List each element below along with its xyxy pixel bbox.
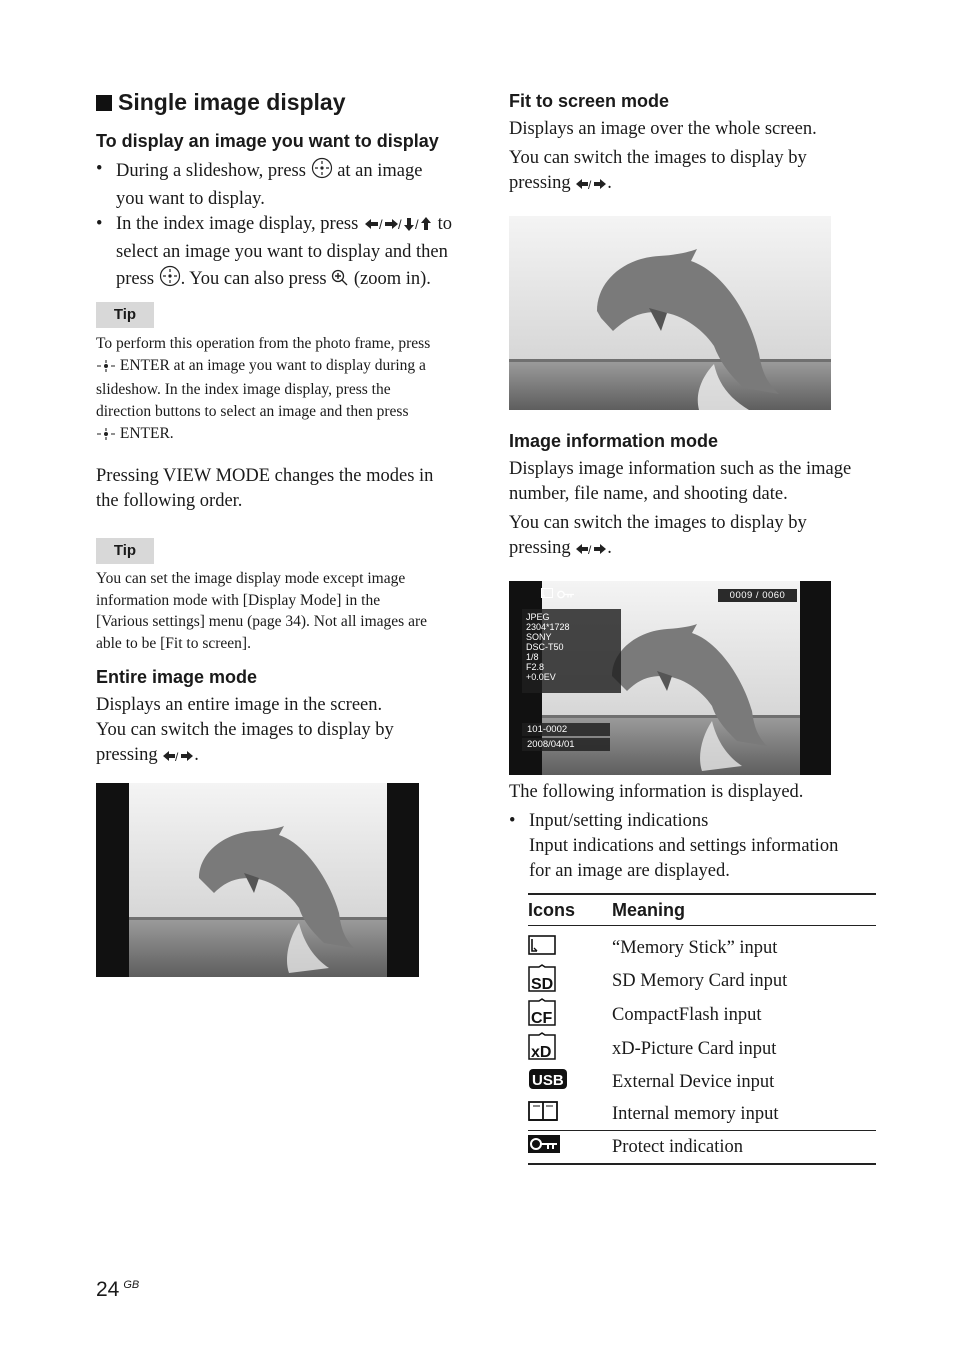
svg-text:/: / — [175, 750, 179, 763]
tip-text: You can set the image display mode except image information mode with [Display Mode] in the [Various settings] menu (page 34). Not all images are able to be [Fit to screen]. — [96, 570, 428, 653]
zoom-in-icon — [331, 269, 349, 295]
compactflash-icon — [528, 998, 612, 1032]
file-number: 101-0002 — [522, 723, 610, 736]
enter-small-icon — [96, 358, 116, 380]
section-title: Single image display — [118, 89, 346, 115]
internal-memory-icon — [528, 1098, 612, 1131]
svg-text:/: / — [588, 178, 592, 191]
protect-icon — [528, 1131, 612, 1165]
page-number: 24 — [96, 1278, 120, 1301]
table-row: “Memory Stick” input — [528, 926, 876, 965]
usb-icon — [528, 1066, 612, 1098]
info-mode-screenshot — [509, 581, 831, 775]
enter-button-icon — [311, 157, 333, 187]
table-row: Protect indication — [528, 1131, 876, 1165]
enter-small-icon — [96, 426, 116, 448]
following-text: The following information is displayed. — [509, 782, 804, 802]
svg-text:/: / — [588, 543, 592, 556]
subheading-display-image: To display an image you want to display — [96, 131, 439, 151]
xd-card-icon — [528, 1032, 612, 1066]
col-icons: Icons — [528, 894, 612, 926]
svg-text:USB: USB — [532, 1072, 564, 1089]
list-item: • In the index image display, press / / / to select an image you want to display and then press . You can also press (zoom in). — [96, 212, 466, 295]
table-header — [528, 894, 876, 926]
info-mode-text: Displays image information such as the image number, file name, and shooting date. You can switch the images to display by pressing / . — [509, 457, 879, 564]
table-row: USB External Device input — [528, 1066, 876, 1098]
left-right-arrows-icon — [162, 746, 194, 771]
sd-card-icon — [528, 964, 612, 998]
indications-item: • Input/setting indications Input indications and settings information for an image are displayed. — [509, 811, 839, 881]
fit-mode-screenshot — [509, 216, 831, 410]
page-number-block — [96, 1278, 139, 1302]
bullet-list — [96, 157, 466, 295]
exif-info-panel: JPEG 2304*1728 SONY DSC-T50 1/8 F2.8 +0.0EV — [522, 609, 621, 693]
entire-mode-text: Displays an entire image in the screen. You can switch the images to display by pressing / . — [96, 693, 466, 771]
icons-table — [528, 893, 876, 1165]
tip-label: Tip — [96, 538, 154, 564]
memory-stick-overlay-icon — [541, 585, 553, 603]
left-right-arrows-icon — [575, 174, 607, 199]
left-right-arrows-icon — [575, 539, 607, 564]
table-row: xD xD-Picture Card input — [528, 1032, 876, 1066]
tip-text: To perform this operation from the photo frame, press ENTER at an image you want to display during a slideshow. In the index image display, press the direction buttons to select an image and then press ENTER. — [96, 333, 466, 448]
svg-text:/: / — [397, 217, 402, 232]
dolphin-shape — [129, 783, 387, 977]
entire-mode-screenshot — [96, 783, 419, 977]
tip-label: Tip — [96, 302, 154, 328]
image-counter: 0009 / 0060 — [718, 589, 797, 602]
heading-fit-to-screen: Fit to screen mode — [509, 91, 670, 111]
fit-mode-text: Displays an image over the whole screen. You can switch the images to display by pressing / . — [509, 117, 879, 199]
view-mode-text: Pressing VIEW MODE changes the modes in the following order. — [96, 466, 434, 511]
section-title-block — [96, 89, 346, 116]
protect-overlay-icon — [557, 586, 575, 604]
svg-text:CF: CF — [531, 1010, 553, 1026]
dolphin-shape — [509, 216, 831, 410]
table-row: Internal memory input — [528, 1098, 876, 1131]
table-row: SD SD Memory Card input — [528, 964, 876, 998]
svg-text:xD: xD — [531, 1044, 552, 1060]
memory-stick-icon — [528, 926, 612, 965]
svg-text:SD: SD — [531, 976, 554, 992]
table-row: CF CompactFlash input — [528, 998, 876, 1032]
square-bullet-icon — [96, 95, 112, 111]
page-suffix: GB — [123, 1279, 140, 1291]
arrow-keys-icon — [363, 215, 433, 240]
enter-button-icon — [159, 265, 181, 295]
heading-image-information: Image information mode — [509, 431, 719, 451]
list-item: • During a slideshow, press at an image you want to display. — [96, 159, 423, 209]
col-meaning: Meaning — [612, 894, 876, 926]
svg-text:/: / — [414, 217, 419, 232]
shooting-date: 2008/04/01 — [522, 738, 610, 751]
dolphin-photo — [129, 783, 387, 977]
svg-text:/: / — [378, 217, 383, 232]
heading-entire-image-mode: Entire image mode — [96, 667, 258, 687]
